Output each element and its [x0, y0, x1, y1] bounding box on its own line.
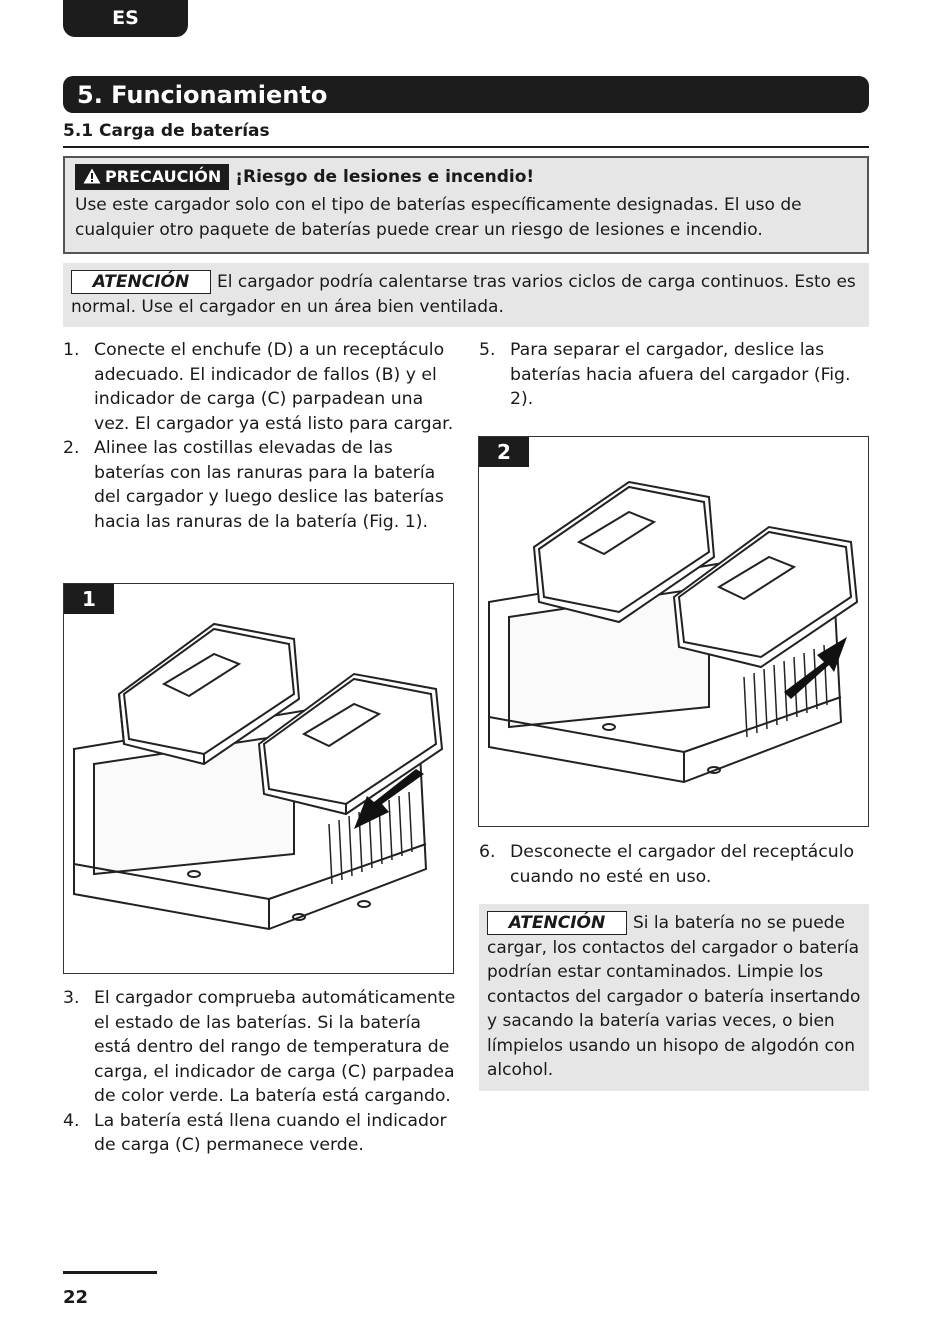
warning-triangle-icon: [83, 168, 101, 184]
notice-badge: ATENCIÓN: [71, 270, 211, 294]
step-item: [63, 338, 458, 436]
step-number: 6.: [479, 842, 496, 862]
notice-bottom: [479, 904, 869, 1091]
step-item: [63, 986, 458, 1109]
step-text: El cargador comprueba automáticamente el estado de las baterías. Si la batería está dentro del rango de temperatura de carga, el indicador de carga (C) parpadea de color verde. La batería está cargando.: [94, 988, 456, 1106]
language-tab: ES: [63, 0, 188, 37]
step-number: 4.: [63, 1110, 80, 1131]
step-item: [479, 840, 869, 889]
step-text: Para separar el cargador, deslice las baterías hacia afuera del cargador (Fig. 2).: [510, 340, 851, 409]
figure-number: 1: [64, 584, 114, 614]
step-item: [63, 436, 458, 534]
caution-badge-label: PRECAUCIÓN: [105, 167, 222, 186]
figure-1: [63, 583, 454, 974]
caution-title: ¡Riesgo de lesiones e incendio!: [235, 167, 535, 187]
steps-list-right-top: [479, 338, 869, 412]
step-item: [479, 338, 869, 412]
notice-badge: ATENCIÓN: [487, 911, 627, 935]
caution-body: Use este cargador solo con el tipo de baterías específicamente designadas. El uso de cualquier otro paquete de baterías puede crear un riesgo de lesiones e incendio.: [75, 195, 802, 240]
page-number: 22: [63, 1287, 89, 1308]
notice-text: El cargador podría calentarse tras varios ciclos de carga continuos. Esto es normal. Use el cargador en un área bien ventilada.: [71, 272, 856, 317]
section-title: 5. Funcionamiento: [63, 76, 869, 113]
charger-illustration-remove: [479, 437, 867, 825]
notice-text: Si la batería no se puede cargar, los contactos del cargador o batería podrían estar contaminados. Limpie los contactos del cargador o batería insertando y sacando la batería varias veces, o bien límpielos usando un hisopo de algodón con alcohol.: [487, 913, 861, 1080]
step-number: 3.: [63, 988, 80, 1008]
notice-top: [63, 263, 869, 327]
step-text: Alinee las costillas elevadas de las baterías con las ranuras para la batería del cargador y luego deslice las baterías hacia las ranuras de la batería (Fig. 1).: [94, 438, 444, 532]
figure-2: [478, 436, 869, 827]
steps-list-left-top: [63, 338, 458, 534]
step-item: [63, 1109, 458, 1158]
steps-list-right-bottom: [479, 840, 869, 889]
figure-number: 2: [479, 437, 529, 467]
footer-rule: [63, 1271, 157, 1274]
step-number: 5.: [479, 340, 496, 360]
step-text: Desconecte el cargador del receptáculo cuando no esté en uso.: [510, 842, 855, 887]
steps-list-left-bottom: [63, 986, 458, 1158]
subsection-title: 5.1 Carga de baterías: [63, 121, 869, 148]
charger-illustration-insert: [64, 584, 452, 972]
step-text: Conecte el enchufe (D) a un receptáculo adecuado. El indicador de fallos (B) y el indicador de carga (C) parpadean una vez. El cargador ya está listo para cargar.: [94, 340, 454, 434]
step-number: 2.: [63, 438, 80, 458]
step-text: La batería está llena cuando el indicador de carga (C) permanece verde.: [94, 1110, 447, 1155]
caution-badge: [75, 164, 229, 190]
caution-box: [63, 156, 869, 254]
step-number: 1.: [63, 340, 80, 360]
